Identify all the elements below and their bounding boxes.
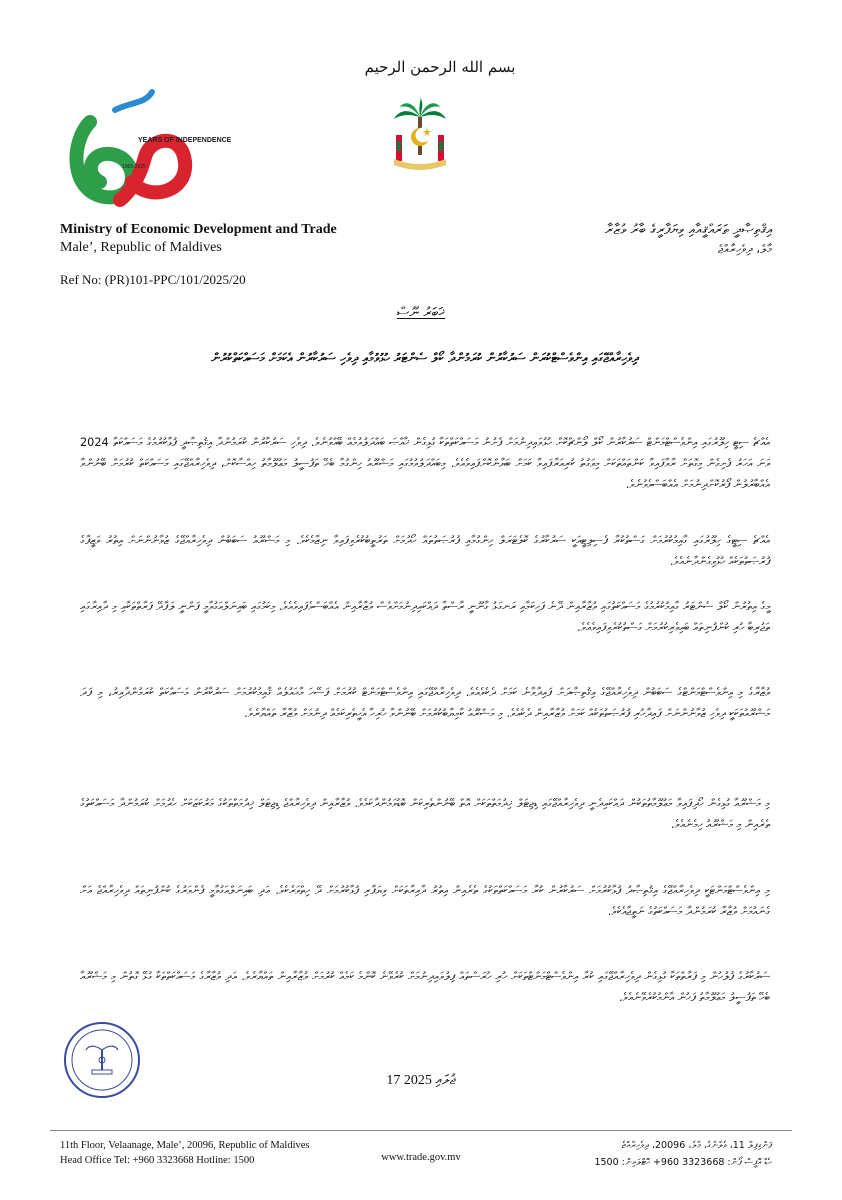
footer-phone-dv: ހެޑް އޮފީސް ފޯން: 3323668 960+ ހޮޓްލައިން: 1500 (594, 1157, 772, 1168)
body-paragraph-2: އެއްޗެ ސިޓީގެ ހިލޫރުގައި ގާއިމުކުރުމަށް ގަސްތުކުރާ ފެސިލިޓީއަކީ ސަރުކާރުގެ ކޮލެޓަރަލް ހިންގުމާއި ފުރުޞަތުތައް ހޯދުމަށް ތަރުތީބުކުރެވިފައިވާ ނިޒާމެކެވެ. މި މަޝްރޫއު ސަބަބުން ދިވެހިރާއްޖޭގެ ޒުވާނުންނަށް އިތުރު ވަޒީފާގެ ފުރުޞަތުތަކެއް ހުޅުވިގެންދާނެއެވެ. (80, 534, 770, 568)
body-paragraph-1: އެއްޗެ ސިޓީ ހިލޫރުގައި އިންވެސްޓްމަންޓް ސަރުކާރުން ކޯލް ލޯންޗްކޮށް ހުޅުވައިދިނުމަށް ފެށުނު މަސައްކަތްތަކާ ގުޅިގެން ޚާއްޞަ ބައްދަލުވުމެއް ބޭއްވުނެވެ. ދިވެހި ސަރުކާރުން ކުރަމުންދާ އިޤުތިޞާދީ ފުޅާކުރުމުގެ މަސައްކަތާ 2024 ވަނަ އަހަރު ފެށިގެން މިގޮތަށް ރާވާފައިވާ ކަންތައްތަކަށް މިވަގުތު ކުރިއަރާފައިވާ ކަމަށް ބަޔާންކޮށްފައިވެއެވެ. މިބައްދަލުވުމުގައި މަޝްރޫއު ހިންގުމާ ބެހޭ ތަފުސީލު މަޢުލޫމާތު ހިއްސާކޮށް، ދިވެހިރާއްޖޭގައި މަސައްކަތް ކުރުމަށް ބޭނުންވާ އެއްބާރުލުން ފޯރުކޮށްދިނުމަށް އެއްބަސްވެވުނެވެ. (80, 436, 770, 491)
footer-address-en: 11th Floor, Velaanage, Male’, 20096, Republic of Maldives (60, 1140, 310, 1151)
sixty-logo-icon (60, 82, 232, 222)
ministry-city-dv: މާލެ، ދިވެހިރާއްޖެ (717, 242, 772, 256)
body-paragraph-4: ވުޒާރާގެ މި އިންވެސްޓްމަންޓްގެ ސަބަބުން ދިވެހިރާއްޖޭގެ އިޤުތިޞާދަށް ފައިދާވާނެ ކަމަށް ދެކެވެއެވެ. ދިވެހިރާއްޖޭގައި އިންވެސްޓްމަންޓް ކުރުމަށް ފަސޭހަ މާޙައުލެއް ޤާއިމުކުރުމަށް ސަރުކާރުން މަސައްކަތް ކުރަމުންދާއިރު، މި ފަދަ މަޝްރޫއުތަކަކީ ދިވެހި ޒުވާނުންނަށް ފައިދާހުރި ފުރުޞަތުތަކެއް ކަމަށް ވުޒާރާއިން ދެކެއެވެ. މި މަޝްރޫއު ކާމިޔާބުކުރުމަށް ބޭނުންވާ ހުރިހާ އެހީތެރިކަމެއް ދިނުމަށް ވުޒާރާ ތައްޔާރެވެ. (80, 686, 770, 720)
bismillah-calligraphy: بسم الله الرحمن الرحيم (364, 58, 516, 76)
press-release-headline: ދިވެހިރާއްޖޭގައި އިންވެސްޓްކުރަން ސަރުކާރުން ކުރަމުންދާ ކޯލް ސެންޓަރު ހުޅުވުމާއި ދިވެހި ސަރުކާރުން އެކަމަށް މަސައްކަތްކުރުން (211, 350, 639, 365)
footer-address-dv: ފަންގިފިލާ 11، ވެލާނާގެ، މާލެ، 20096، ދިވެހިރާއްޖެ (621, 1140, 772, 1151)
anniversary-years: 1965-2025 (122, 164, 146, 170)
footer-phone-en: Head Office Tel: +960 3323668 Hotline: 1500 (60, 1155, 255, 1166)
document-type-heading: ޚަބަރު ނޫސް (396, 305, 446, 321)
reference-number: Ref No: (PR)101-PPC/101/2025/20 (60, 272, 246, 287)
independence-anniversary-logo (60, 82, 232, 222)
footer-divider (50, 1130, 792, 1131)
ministry-city-en: Male’, Republic of Maldives (60, 240, 222, 255)
document-date: 17 ޖުލައި 2025 (386, 1073, 456, 1088)
ministry-name-dv: އިޤްތިޞާދީ ތަރައްޤީއާއި ވިޔަފާރީގެ ބާރު ވުޒާރާ (605, 222, 772, 238)
footer-website-link[interactable]: www.trade.gov.mv (381, 1152, 461, 1163)
ministry-name-en: Ministry of Economic Development and Trade (60, 222, 337, 237)
body-paragraph-3: މީގެ އިތުރުން ކޯލް ސެންޓަރު ގާއިމުކުރުމުގެ މަސައްކަތުގައި ވުޒާރާއިން ދޭނެ ފަހިކަމާއި ރަނގަޅު ގާނޫނީ ރާސްތާ ދައްކައިދިނުމަށްވެސް ވުޒާރާއިން އެއްބަސްވެފައިވެއެވެ. މިކަމުގައި ބައިނަލްއަގުވާމީ ފަންނީ ލަފާދޭ ފަރާތްތަކާއި މި ދާއިރާގައި ތަޖުރިބާ ހުރި ކުންފުނިތައް ބައިވެރިކުރުމަށް ގަސްތުކުރެވިފައިވެއެވެ. (80, 600, 770, 634)
body-paragraph-5: މި މަޝްރޫއާ ގުޅިގެން ހޯދިފައިވާ މަޢުލޫމާތުތަކުން ދައްކައިދެނީ ދިވެހިރާއްޖޭގައި ޑިޖިޓަލް ޚިދުމަތްތަކަށް އޮތް ބޭނުންތެރިކަން ބޮޑުވަމުންދާކަމެވެ. ވުޒާރާއިން ދިވެހިރާއްޖެ ޑިޖިޓަލް ޚިދުމަތްތަކުގެ މަރުކަޒަކަށް ހެދުމަށް ކުރަމުންދާ މަސައްކަތުގެ ތެރެއިން މި މަޝްރޫއު ހިމެނެއެވެ. (80, 797, 770, 831)
anniversary-text: YEARS OF INDEPENDENCE (138, 137, 232, 144)
state-emblem-icon (380, 95, 460, 175)
body-paragraph-7: ސަރުކާރުގެ ފުލުހުން މި ފަރާތްތަކާ ގުޅިގެން ދިވެހިރާއްޖޭގައި ކުރާ އިންވެސްޓްމަންޓްތަކަށް ހުރި ހުރަސްތައް ފިލުވައިދިނުމަށް ކުރެވޭނެ ކޮންމެ ކަމެއް ކުރުމަށް ވުޒާރާއިން ތައްޔާރެވެ. އަދި ވުޒާރާގެ މަސައްކަތްތަކާ ގުޅޭ ގޮތުން މި މަޝްރޫއާ ބެހޭ ތަފުސީލު މަޢުލޫމާތު ފަހުން އާންމުކުރެވޭނެއެވެ. (80, 970, 770, 1004)
body-paragraph-6: މި އިންވެސްޓްމަންޓަކީ ދިވެހިރާއްޖޭގެ އިޤުތިޞާދު ފުޅާކުރުމަށް ސަރުކާރުން ކުރާ މަސައްކަތްތަކުގެ ތެރެއިން އިތުރު ދާއިރާތަކަށް ވިޔަފާރި ފުޅާކުރުމަށް ދޭ ހިތްވަރެކެވެ. އަދި ބައިނަލްއަގުވާމީ ފެންވަރުގެ ކުންފުނިތައް ދިވެހިރާއްޖެ އަށް ގެނައުމަށް ވުޒާރާ ކުރަމުންދާ މަސައްކަތުގެ ނަތީޖާއެކެވެ. (80, 884, 770, 918)
